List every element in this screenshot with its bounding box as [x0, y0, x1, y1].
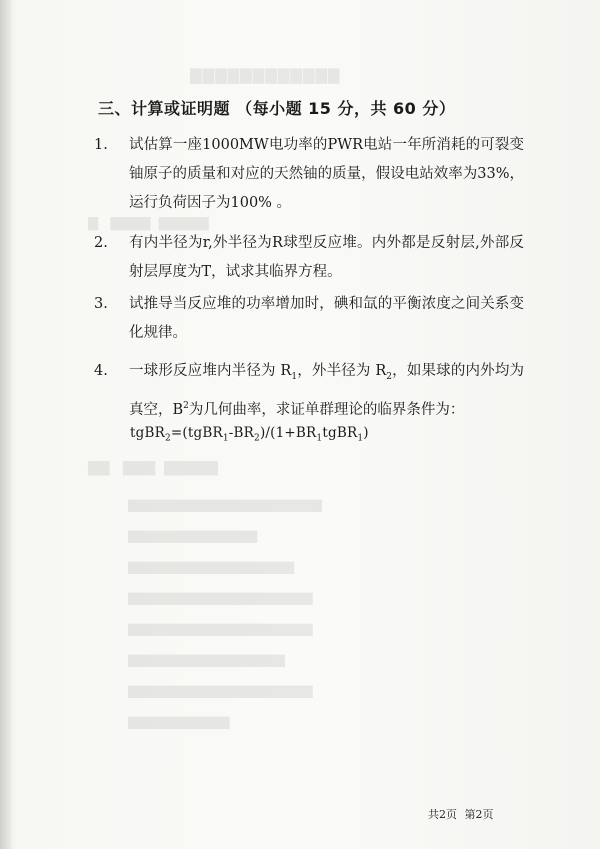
show-through-text: ▇ ▇▇▇▇ ▇▇▇▇▇	[88, 216, 209, 231]
question-text: 试推导当反应堆的功率增加时，碘和氙的平衡浓度之间关系变化规律。	[129, 296, 524, 341]
question-number: 3.	[94, 296, 108, 312]
question-4	[94, 357, 524, 425]
question-3	[94, 290, 524, 348]
page-footer: 共2页 第2页	[428, 808, 494, 821]
question-number: 2.	[94, 235, 108, 251]
question-text: 有内半径为r,外半径为R球型反应堆。内外都是反射层,外部反射层厚度为T，试求其临界方程。	[129, 235, 524, 280]
question-number: 1.	[94, 137, 108, 153]
critical-condition-formula: $tgBR_2=(tgBR_1-BR_2)/(1+BR_1tgBR_1)$	[130, 425, 369, 444]
show-through-text: ▇▇ ▇▇▇ ▇▇▇▇▇	[88, 460, 218, 476]
question-text: 试估算一座1000MW电功率的PWR电站一年所消耗的可裂变铀原子的质量和对应的天然铀的质量，假设电站效率为33%，运行负荷因子为100% 。	[129, 137, 524, 211]
question-text: 一球形反应堆内半径为 $R_1$，外半径为 $R_2$，如果球的内外均为真空，$B^2$为几何曲率，求证单群理论的临界条件为：	[129, 363, 525, 418]
paper-edge	[0, 0, 12, 849]
question-1	[94, 131, 524, 218]
section-title: 三、计算或证明题 （每小题 15 分，共 60 分）	[98, 99, 456, 118]
question-2	[94, 229, 524, 287]
show-through-text: ▇▇▇▇▇▇▇▇▇▇▇▇▇▇▇▇▇▇▇▇▇ ▇▇▇▇▇▇▇▇▇▇▇▇▇▇ ▇▇▇▇▇▇▇▇▇▇▇▇▇▇▇▇▇▇ ▇▇▇▇▇▇▇▇▇▇▇▇▇▇▇▇▇▇▇▇ ▇▇▇▇▇▇▇▇▇▇▇▇▇▇▇▇▇▇▇▇ ▇▇▇▇▇▇▇▇▇▇▇▇▇▇▇▇▇ ▇▇▇▇▇▇▇▇▇▇▇▇▇▇▇▇▇▇▇▇ ▇▇▇▇▇▇▇▇▇▇▇	[128, 498, 322, 729]
question-number: 4.	[94, 363, 108, 379]
show-through-text: ▇▇▇▇▇▇▇▇▇▇▇▇	[190, 66, 341, 84]
